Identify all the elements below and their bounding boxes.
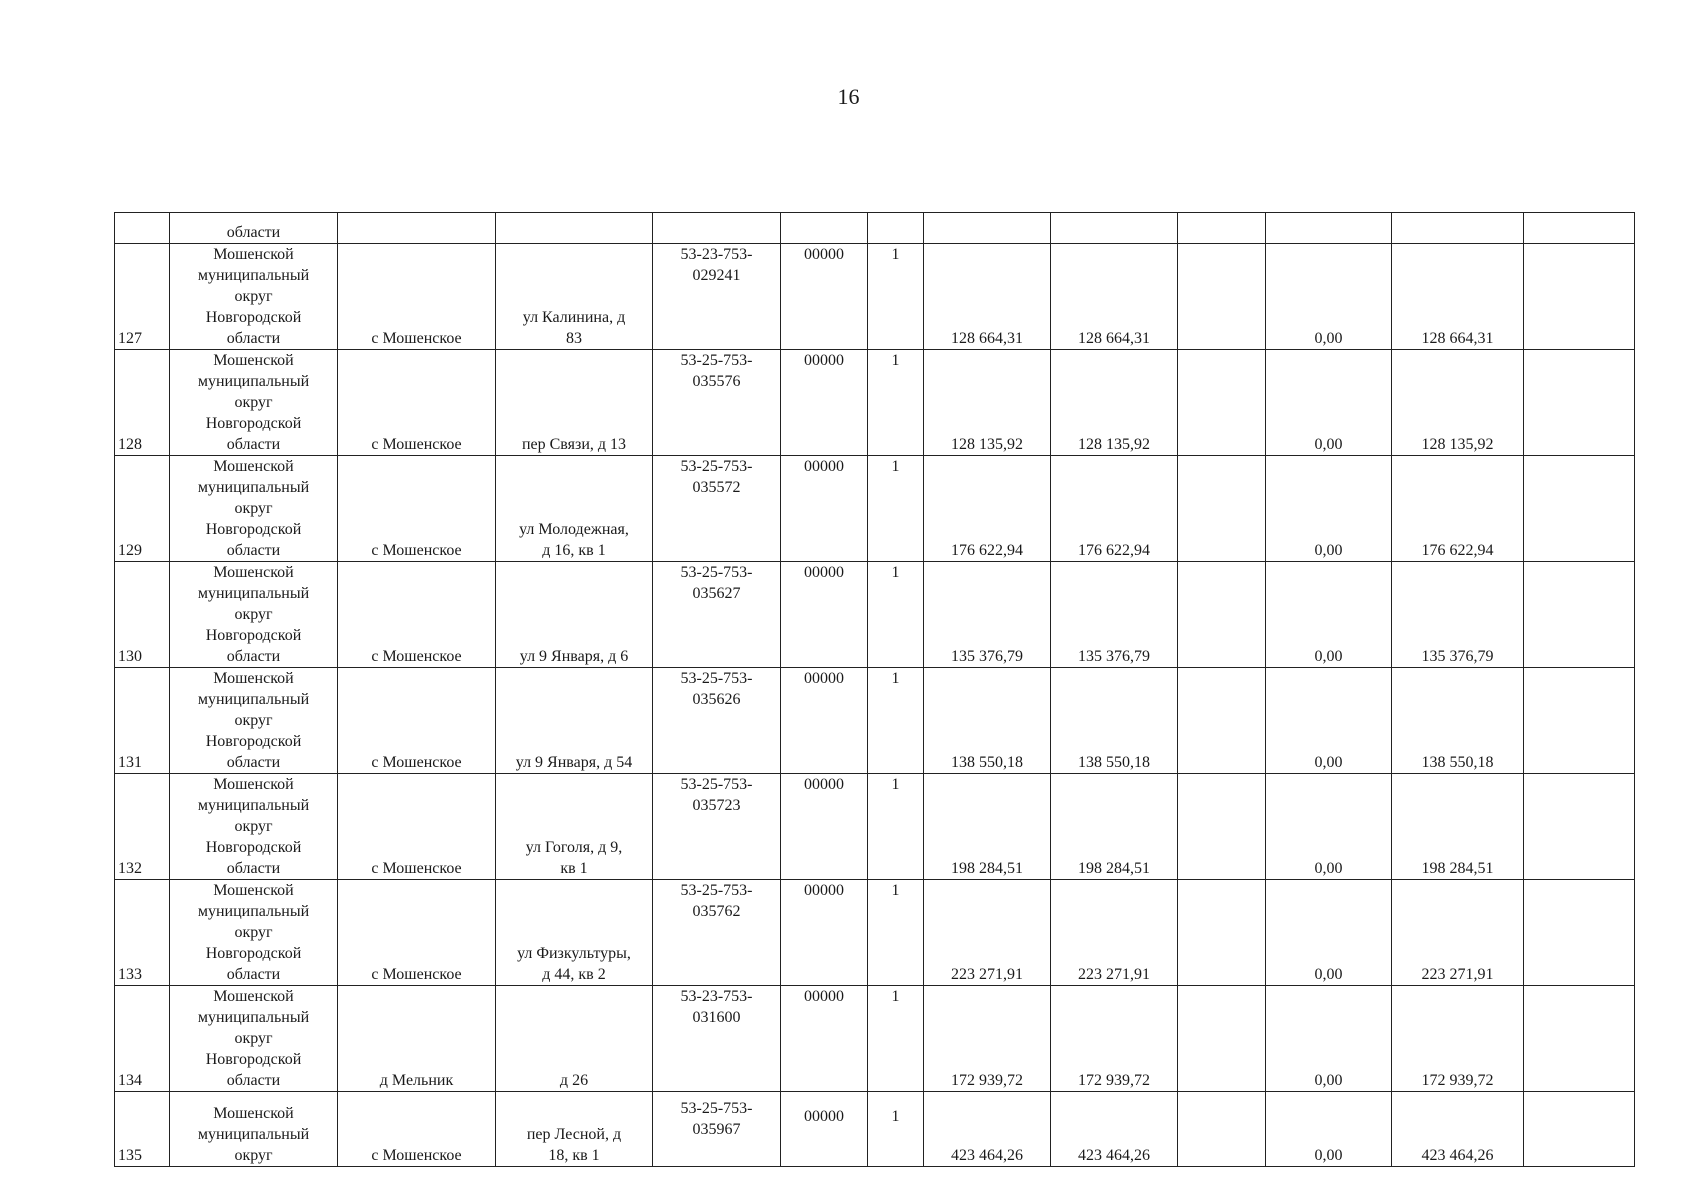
amount-zero: 0,00 bbox=[1266, 244, 1392, 350]
cell-line: Новгородской bbox=[205, 415, 302, 432]
cell-line: муниципальный bbox=[197, 1126, 310, 1143]
cell-line: Мошенской bbox=[213, 564, 294, 581]
cell-line: ул Гоголя, д 9, bbox=[525, 839, 623, 856]
cell-line: 53-25-753- bbox=[680, 458, 753, 475]
address bbox=[496, 350, 653, 456]
settlement: д Мельник bbox=[338, 986, 496, 1092]
row-number: 131 bbox=[115, 668, 170, 774]
amount-final: 138 550,18 bbox=[1392, 668, 1524, 774]
cell-line: Новгородской bbox=[205, 1051, 302, 1068]
cadastral-code bbox=[653, 244, 781, 350]
cadastral-code bbox=[653, 456, 781, 562]
cell-line: Мошенской bbox=[213, 246, 294, 263]
cell-line: Мошенской bbox=[213, 882, 294, 899]
row-number: 132 bbox=[115, 774, 170, 880]
municipality bbox=[170, 668, 338, 774]
amount-total: 128 135,92 bbox=[924, 350, 1051, 456]
cadastral-code bbox=[653, 668, 781, 774]
amount-total: 138 550,18 bbox=[924, 668, 1051, 774]
zero-code: 00000 bbox=[781, 244, 868, 350]
cell-line: области bbox=[226, 330, 281, 347]
cadastral-code bbox=[653, 562, 781, 668]
cell-empty bbox=[1051, 213, 1178, 244]
cell-line: Новгородской bbox=[205, 733, 302, 750]
settlement: с Мошенское bbox=[338, 456, 496, 562]
amount-final: 128 135,92 bbox=[1392, 350, 1524, 456]
amount-empty bbox=[1178, 1092, 1266, 1167]
cell-line: округ bbox=[234, 924, 273, 941]
cell-line: Мошенской bbox=[213, 988, 294, 1005]
cell-empty bbox=[924, 213, 1051, 244]
zero-code: 00000 bbox=[781, 880, 868, 986]
amount-total: 135 376,79 bbox=[924, 562, 1051, 668]
cell-line: ул Физкультуры, bbox=[517, 945, 631, 962]
registry-body bbox=[115, 213, 1635, 1167]
count: 1 bbox=[868, 562, 924, 668]
amount-final: 135 376,79 bbox=[1392, 562, 1524, 668]
amount-second: 138 550,18 bbox=[1051, 668, 1178, 774]
cell-line: округ bbox=[234, 394, 273, 411]
row-number: 130 bbox=[115, 562, 170, 668]
cell-line: 53-23-753- bbox=[680, 988, 753, 1005]
address bbox=[496, 774, 653, 880]
settlement: с Мошенское bbox=[338, 880, 496, 986]
count: 1 bbox=[868, 774, 924, 880]
amount-second: 172 939,72 bbox=[1051, 986, 1178, 1092]
cell-line: области bbox=[226, 542, 281, 559]
cell-empty bbox=[1524, 350, 1635, 456]
cell-line: 029241 bbox=[692, 267, 741, 284]
amount-zero: 0,00 bbox=[1266, 1092, 1392, 1167]
municipality bbox=[170, 562, 338, 668]
zero-code: 00000 bbox=[781, 668, 868, 774]
cell-line: муниципальный bbox=[197, 267, 310, 284]
cell-empty bbox=[653, 213, 781, 244]
cell-line: 035576 bbox=[692, 373, 741, 390]
amount-second: 128 664,31 bbox=[1051, 244, 1178, 350]
count: 1 bbox=[868, 1092, 924, 1167]
count: 1 bbox=[868, 668, 924, 774]
address bbox=[496, 1092, 653, 1167]
row-number: 128 bbox=[115, 350, 170, 456]
cell-line: 53-25-753- bbox=[680, 352, 753, 369]
page-number: 16 bbox=[837, 84, 860, 109]
cell-line: Мошенской bbox=[213, 670, 294, 687]
count: 1 bbox=[868, 350, 924, 456]
cell-line: Мошенской bbox=[213, 1105, 294, 1122]
table-row bbox=[115, 668, 1635, 774]
amount-total: 198 284,51 bbox=[924, 774, 1051, 880]
cell-line: Новгородской bbox=[205, 627, 302, 644]
cell-line: Мошенской bbox=[213, 776, 294, 793]
cell-line: ул Калинина, д bbox=[522, 309, 626, 326]
zero-code: 00000 bbox=[781, 1092, 868, 1167]
table-row bbox=[115, 244, 1635, 350]
amount-total: 128 664,31 bbox=[924, 244, 1051, 350]
cell-line: ул 9 Января, д 6 bbox=[519, 648, 629, 665]
address bbox=[496, 456, 653, 562]
amount-zero: 0,00 bbox=[1266, 350, 1392, 456]
amount-final: 223 271,91 bbox=[1392, 880, 1524, 986]
cell-empty bbox=[1524, 1092, 1635, 1167]
cell-line: округ bbox=[234, 818, 273, 835]
cell-line: 53-25-753- bbox=[680, 670, 753, 687]
row-number: 135 bbox=[115, 1092, 170, 1167]
row-number: 134 bbox=[115, 986, 170, 1092]
amount-total: 176 622,94 bbox=[924, 456, 1051, 562]
amount-zero: 0,00 bbox=[1266, 456, 1392, 562]
row-number: 129 bbox=[115, 456, 170, 562]
zero-code: 00000 bbox=[781, 562, 868, 668]
settlement: с Мошенское bbox=[338, 562, 496, 668]
count: 1 bbox=[868, 880, 924, 986]
cell-line: 035572 bbox=[692, 479, 741, 496]
address bbox=[496, 986, 653, 1092]
cell-line: 53-23-753- bbox=[680, 246, 753, 263]
cadastral-code bbox=[653, 986, 781, 1092]
cell-line: д 44, кв 2 bbox=[542, 966, 606, 983]
amount-empty bbox=[1178, 456, 1266, 562]
cell-empty bbox=[1524, 774, 1635, 880]
table-row bbox=[115, 562, 1635, 668]
amount-final: 423 464,26 bbox=[1392, 1092, 1524, 1167]
amount-zero: 0,00 bbox=[1266, 774, 1392, 880]
amount-second: 176 622,94 bbox=[1051, 456, 1178, 562]
table-row bbox=[115, 880, 1635, 986]
row-number: 133 bbox=[115, 880, 170, 986]
settlement: с Мошенское bbox=[338, 350, 496, 456]
cell-line: 035627 bbox=[692, 585, 741, 602]
municipality bbox=[170, 244, 338, 350]
amount-total: 172 939,72 bbox=[924, 986, 1051, 1092]
cadastral-code bbox=[653, 880, 781, 986]
cell-line: округ bbox=[234, 606, 273, 623]
cell-line: округ bbox=[234, 500, 273, 517]
cell-line: муниципальный bbox=[197, 373, 310, 390]
cell-line: пер Связи, д 13 bbox=[521, 436, 627, 453]
cell-line: Новгородской bbox=[205, 945, 302, 962]
amount-empty bbox=[1178, 244, 1266, 350]
cell-empty bbox=[1178, 213, 1266, 244]
cell-empty bbox=[1524, 668, 1635, 774]
table-row bbox=[115, 456, 1635, 562]
cell-empty bbox=[1524, 986, 1635, 1092]
cell-line: области bbox=[226, 966, 281, 983]
cell-line: округ bbox=[234, 1030, 273, 1047]
amount-zero: 0,00 bbox=[1266, 880, 1392, 986]
settlement: с Мошенское bbox=[338, 668, 496, 774]
registry-table bbox=[114, 212, 1635, 1167]
amount-final: 172 939,72 bbox=[1392, 986, 1524, 1092]
cell-empty bbox=[781, 213, 868, 244]
settlement: с Мошенское bbox=[338, 244, 496, 350]
cell-empty bbox=[1524, 244, 1635, 350]
cell-line: 035762 bbox=[692, 903, 741, 920]
cell-line: округ bbox=[234, 288, 273, 305]
address bbox=[496, 880, 653, 986]
cell-line: д 26 bbox=[559, 1072, 589, 1089]
amount-zero: 0,00 bbox=[1266, 986, 1392, 1092]
zero-code: 00000 bbox=[781, 986, 868, 1092]
municipality bbox=[170, 456, 338, 562]
cell-line: 53-25-753- bbox=[680, 564, 753, 581]
amount-final: 176 622,94 bbox=[1392, 456, 1524, 562]
amount-zero: 0,00 bbox=[1266, 668, 1392, 774]
amount-final: 128 664,31 bbox=[1392, 244, 1524, 350]
cell-line: 031600 bbox=[692, 1009, 741, 1026]
amount-empty bbox=[1178, 668, 1266, 774]
cell-line: Новгородской bbox=[205, 309, 302, 326]
amount-second: 223 271,91 bbox=[1051, 880, 1178, 986]
cell-empty bbox=[1524, 880, 1635, 986]
cell-line: 035626 bbox=[692, 691, 741, 708]
cell-line: муниципальный bbox=[197, 585, 310, 602]
table-row bbox=[115, 1092, 1635, 1167]
amount-empty bbox=[1178, 562, 1266, 668]
cell-line: округ bbox=[234, 712, 273, 729]
cadastral-code bbox=[653, 774, 781, 880]
cell-line: области bbox=[226, 754, 281, 771]
amount-empty bbox=[1178, 880, 1266, 986]
cell-line: ул 9 Января, д 54 bbox=[515, 754, 633, 771]
cell-line: Новгородской bbox=[205, 839, 302, 856]
settlement: с Мошенское bbox=[338, 774, 496, 880]
municipality bbox=[170, 774, 338, 880]
cell-line: 53-25-753- bbox=[680, 776, 753, 793]
amount-second: 198 284,51 bbox=[1051, 774, 1178, 880]
cell-empty bbox=[1266, 213, 1392, 244]
zero-code: 00000 bbox=[781, 774, 868, 880]
table-row bbox=[115, 986, 1635, 1092]
cell-line: д 16, кв 1 bbox=[542, 542, 606, 559]
amount-empty bbox=[1178, 986, 1266, 1092]
cell-line: Новгородской bbox=[205, 521, 302, 538]
cell-line: кв 1 bbox=[560, 860, 588, 877]
cell-line: Мошенской bbox=[213, 352, 294, 369]
cell-line: ул Молодежная, bbox=[519, 521, 629, 538]
cell-line: области bbox=[226, 436, 281, 453]
amount-empty bbox=[1178, 774, 1266, 880]
cadastral-code bbox=[653, 350, 781, 456]
table-row bbox=[115, 350, 1635, 456]
amount-second: 423 464,26 bbox=[1051, 1092, 1178, 1167]
cell-line: 53-25-753- bbox=[680, 1100, 753, 1117]
cell-empty bbox=[1524, 213, 1635, 244]
cell-empty bbox=[1524, 562, 1635, 668]
amount-second: 128 135,92 bbox=[1051, 350, 1178, 456]
cell-empty bbox=[1392, 213, 1524, 244]
amount-total: 223 271,91 bbox=[924, 880, 1051, 986]
settlement: с Мошенское bbox=[338, 1092, 496, 1167]
cell-empty bbox=[868, 213, 924, 244]
zero-code: 00000 bbox=[781, 350, 868, 456]
cadastral-code bbox=[653, 1092, 781, 1167]
amount-second: 135 376,79 bbox=[1051, 562, 1178, 668]
cell-line: муниципальный bbox=[197, 797, 310, 814]
amount-final: 198 284,51 bbox=[1392, 774, 1524, 880]
cell-line: муниципальный bbox=[197, 1009, 310, 1026]
cell-line: округ bbox=[234, 1147, 273, 1164]
amount-empty bbox=[1178, 350, 1266, 456]
cell-line: 035723 bbox=[692, 797, 741, 814]
cell-line: 035967 bbox=[692, 1121, 741, 1138]
table-row bbox=[115, 774, 1635, 880]
continuation-cell: области bbox=[170, 213, 338, 244]
cell-line: области bbox=[226, 860, 281, 877]
continuation-row bbox=[115, 213, 1635, 244]
cell-line: Мошенской bbox=[213, 458, 294, 475]
zero-code: 00000 bbox=[781, 456, 868, 562]
cell-empty bbox=[496, 213, 653, 244]
cell-line: муниципальный bbox=[197, 903, 310, 920]
municipality bbox=[170, 986, 338, 1092]
amount-total: 423 464,26 bbox=[924, 1092, 1051, 1167]
cell-line: муниципальный bbox=[197, 479, 310, 496]
cell-line: области bbox=[226, 648, 281, 665]
municipality bbox=[170, 880, 338, 986]
row-number: 127 bbox=[115, 244, 170, 350]
address bbox=[496, 668, 653, 774]
cell-line: 18, кв 1 bbox=[548, 1147, 600, 1164]
cell-line: муниципальный bbox=[197, 691, 310, 708]
address bbox=[496, 562, 653, 668]
cell-line: пер Лесной, д bbox=[526, 1126, 622, 1143]
count: 1 bbox=[868, 456, 924, 562]
amount-zero: 0,00 bbox=[1266, 562, 1392, 668]
municipality bbox=[170, 1092, 338, 1167]
cell-empty bbox=[115, 213, 170, 244]
cell-line: 83 bbox=[566, 330, 582, 347]
count: 1 bbox=[868, 986, 924, 1092]
address bbox=[496, 244, 653, 350]
municipality bbox=[170, 350, 338, 456]
cell-empty bbox=[338, 213, 496, 244]
cell-empty bbox=[1524, 456, 1635, 562]
cell-line: области bbox=[226, 1072, 281, 1089]
cell-line: 53-25-753- bbox=[680, 882, 753, 899]
count: 1 bbox=[868, 244, 924, 350]
